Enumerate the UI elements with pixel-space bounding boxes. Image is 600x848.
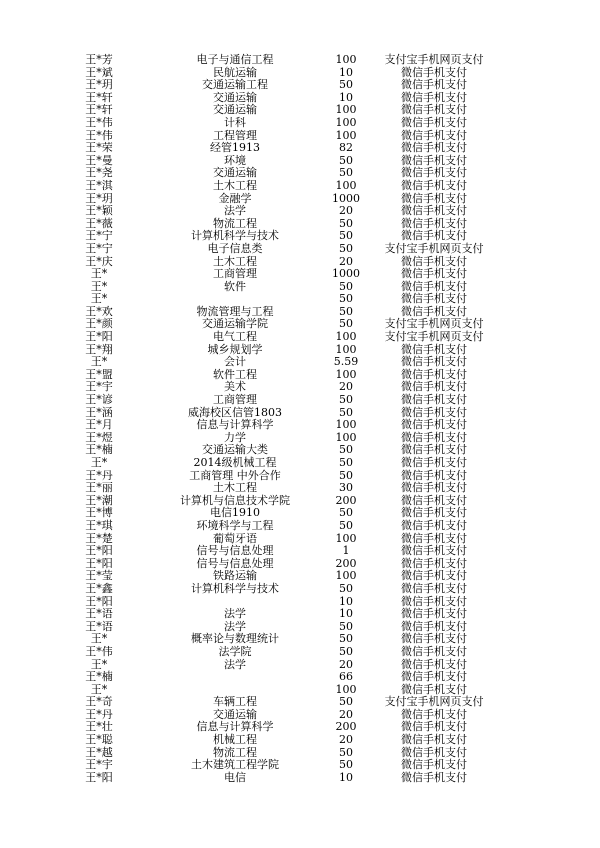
payment-method-cell: 微信手机支付 — [401, 267, 467, 281]
donor-name-cell: 王*荣 — [85, 141, 113, 155]
amount-cell: 100 — [335, 178, 357, 192]
amount-cell: 50 — [339, 518, 353, 532]
department-cell: 威海校区信管1803 — [188, 405, 282, 419]
table-row — [0, 734, 600, 747]
donor-name-cell: 王*斌 — [85, 65, 113, 79]
department-cell: 民航运输 — [213, 65, 257, 79]
department-cell: 法学 — [224, 657, 246, 671]
donor-name-cell: 王*奇 — [85, 695, 113, 709]
donor-name-cell: 王*楚 — [85, 531, 113, 545]
donor-name-cell: 王*谚 — [85, 393, 113, 407]
payment-method-cell: 微信手机支付 — [401, 506, 467, 520]
payment-method-cell: 微信手机支付 — [401, 418, 467, 432]
payment-method-cell: 微信手机支付 — [401, 531, 467, 545]
amount-cell: 50 — [339, 468, 353, 482]
amount-cell: 50 — [339, 304, 353, 318]
amount-cell: 50 — [339, 443, 353, 457]
department-cell: 法学院 — [218, 644, 252, 658]
payment-method-cell: 微信手机支付 — [401, 720, 467, 734]
amount-cell: 50 — [339, 506, 353, 520]
donor-name-cell: 王*玥 — [85, 78, 113, 92]
amount-cell: 50 — [339, 317, 353, 331]
amount-cell: 100 — [335, 342, 357, 356]
donor-name-cell: 王*宇 — [85, 380, 113, 394]
amount-cell: 20 — [339, 254, 353, 268]
amount-cell: 200 — [335, 556, 357, 570]
department-cell: 工程管理 — [213, 128, 257, 142]
department-cell: 交通运输 — [213, 103, 257, 117]
donor-name-cell: 王*越 — [85, 745, 113, 759]
amount-cell: 66 — [339, 670, 353, 684]
amount-cell: 1 — [342, 544, 350, 558]
payment-method-cell: 微信手机支付 — [401, 115, 467, 129]
payment-method-cell: 微信手机支付 — [401, 204, 467, 218]
payment-method-cell: 微信手机支付 — [401, 518, 467, 532]
department-cell: 法学 — [224, 619, 246, 633]
amount-cell: 50 — [339, 166, 353, 180]
table-row — [0, 671, 600, 684]
donor-name-cell: 王*曼 — [85, 153, 113, 167]
donor-name-cell: 王*煜 — [85, 430, 113, 444]
donor-name-cell: 王*轩 — [85, 103, 113, 117]
amount-cell: 1000 — [332, 267, 360, 281]
donor-name-cell: 王*丹 — [85, 468, 113, 482]
table-row — [0, 457, 600, 470]
donor-name-cell: 王*伟 — [85, 644, 113, 658]
department-cell: 土木工程 — [213, 481, 257, 495]
department-cell: 交通运输学院 — [202, 317, 268, 331]
donor-name-cell: 王*阳 — [85, 544, 113, 558]
donor-name-cell: 王*琪 — [85, 518, 113, 532]
amount-cell: 82 — [339, 141, 353, 155]
donor-name-cell: 王* — [90, 267, 108, 281]
payment-method-cell: 微信手机支付 — [401, 456, 467, 469]
donor-name-cell: 王*颖 — [85, 204, 113, 218]
payment-method-cell: 微信手机支付 — [401, 644, 467, 658]
amount-cell: 200 — [335, 720, 357, 734]
payment-method-cell: 支付宝手机网页支付 — [384, 53, 484, 66]
department-cell: 信息与计算科学 — [196, 418, 274, 432]
department-cell: 环境 — [224, 153, 246, 167]
department-cell: 机械工程 — [213, 733, 257, 747]
donor-name-cell: 王* — [90, 682, 108, 696]
amount-cell: 100 — [335, 103, 357, 117]
amount-cell: 50 — [339, 229, 353, 243]
payment-method-cell: 微信手机支付 — [401, 657, 467, 671]
amount-cell: 20 — [339, 380, 353, 394]
amount-cell: 50 — [339, 241, 353, 255]
department-cell: 信号与信息处理 — [196, 556, 274, 570]
donor-name-cell: 王*阳 — [85, 556, 113, 570]
department-cell: 工商管理 中外合作 — [189, 468, 281, 482]
payment-method-cell: 微信手机支付 — [401, 544, 467, 558]
table-row — [0, 759, 600, 772]
donor-name-cell: 王*壮 — [85, 720, 113, 734]
donor-name-cell: 王*伟 — [85, 115, 113, 129]
payment-method-cell: 微信手机支付 — [401, 90, 467, 104]
donor-name-cell: 王* — [90, 292, 108, 306]
department-cell: 信息与计算科学 — [196, 720, 274, 734]
department-cell: 电信 — [224, 770, 246, 784]
department-cell: 环境科学与工程 — [196, 518, 274, 532]
department-cell: 电气工程 — [213, 330, 257, 344]
donor-name-cell: 王*轩 — [85, 90, 113, 104]
table-row — [0, 608, 600, 621]
payment-method-cell: 微信手机支付 — [401, 468, 467, 482]
table-row — [0, 696, 600, 709]
payment-method-cell: 微信手机支付 — [401, 393, 467, 407]
amount-cell: 100 — [335, 682, 357, 696]
amount-cell: 50 — [339, 581, 353, 595]
table-row — [0, 54, 600, 67]
donor-name-cell: 王*语 — [85, 619, 113, 633]
amount-cell: 50 — [339, 292, 353, 306]
table-row — [0, 205, 600, 218]
donor-name-cell: 王*潮 — [85, 493, 113, 507]
department-cell: 计算机与信息技术学院 — [180, 493, 290, 507]
amount-cell: 50 — [339, 153, 353, 167]
payment-method-cell: 微信手机支付 — [401, 556, 467, 570]
department-cell: 城乡规划学 — [207, 342, 263, 356]
payment-method-cell: 微信手机支付 — [401, 632, 467, 646]
payment-method-cell: 微信手机支付 — [401, 355, 467, 369]
department-cell: 土木工程 — [213, 254, 257, 268]
table-row — [0, 281, 600, 294]
amount-cell: 10 — [339, 770, 353, 784]
table-row — [0, 394, 600, 407]
payment-method-cell: 微信手机支付 — [401, 141, 467, 155]
payment-method-cell: 微信手机支付 — [401, 191, 467, 205]
amount-cell: 10 — [339, 90, 353, 104]
amount-cell: 50 — [339, 745, 353, 759]
department-cell: 交通运输工程 — [202, 78, 268, 92]
amount-cell: 30 — [339, 481, 353, 495]
table-row — [0, 268, 600, 281]
table-row — [0, 545, 600, 558]
amount-cell: 50 — [339, 78, 353, 92]
department-cell: 交通运输 — [213, 166, 257, 180]
donor-name-cell: 王*庆 — [85, 254, 113, 268]
table-row — [0, 331, 600, 344]
amount-cell: 50 — [339, 456, 353, 469]
payment-method-cell: 微信手机支付 — [401, 707, 467, 721]
donor-name-cell: 王*莹 — [85, 569, 113, 583]
payment-method-cell: 微信手机支付 — [401, 178, 467, 192]
department-cell: 计算机科学与技术 — [191, 229, 279, 243]
payment-method-cell: 微信手机支付 — [401, 733, 467, 747]
amount-cell: 20 — [339, 204, 353, 218]
table-row — [0, 621, 600, 634]
department-cell: 工商管理 — [213, 267, 257, 281]
donor-name-cell: 王*欢 — [85, 304, 113, 318]
donor-name-cell: 王*薇 — [85, 216, 113, 230]
donor-name-cell: 王*楠 — [85, 443, 113, 457]
donor-name-cell: 王*阳 — [85, 770, 113, 784]
donor-name-cell: 王*颜 — [85, 317, 113, 331]
table-row — [0, 79, 600, 92]
amount-cell: 50 — [339, 619, 353, 633]
payment-method-cell: 微信手机支付 — [401, 65, 467, 79]
table-row — [0, 243, 600, 256]
payment-method-cell: 支付宝手机网页支付 — [384, 695, 484, 709]
payment-method-cell: 微信手机支付 — [401, 78, 467, 92]
donor-name-cell: 王*宁 — [85, 241, 113, 255]
payment-method-cell: 微信手机支付 — [401, 581, 467, 595]
payment-method-cell: 微信手机支付 — [401, 443, 467, 457]
donor-name-cell: 王*伟 — [85, 128, 113, 142]
department-cell: 物流工程 — [213, 745, 257, 759]
payment-method-cell: 微信手机支付 — [401, 304, 467, 318]
donor-name-cell: 王*阳 — [85, 594, 113, 608]
department-cell: 信号与信息处理 — [196, 544, 274, 558]
department-cell: 2014级机械工程 — [193, 456, 277, 469]
amount-cell: 100 — [335, 430, 357, 444]
department-cell: 会计 — [224, 355, 246, 369]
donor-name-cell: 王* — [90, 456, 108, 469]
table-row — [0, 482, 600, 495]
amount-cell: 50 — [339, 279, 353, 293]
amount-cell: 50 — [339, 695, 353, 709]
donor-name-cell: 王*玥 — [85, 191, 113, 205]
donor-name-cell: 王* — [90, 279, 108, 293]
payment-method-cell: 支付宝手机网页支付 — [384, 330, 484, 344]
payment-method-cell: 微信手机支付 — [401, 380, 467, 394]
payment-method-cell: 微信手机支付 — [401, 279, 467, 293]
payment-method-cell: 微信手机支付 — [401, 292, 467, 306]
donor-name-cell: 王*丹 — [85, 707, 113, 721]
table-row — [0, 646, 600, 659]
payment-method-cell: 微信手机支付 — [401, 103, 467, 117]
table-row — [0, 344, 600, 357]
donor-name-cell: 王*博 — [85, 506, 113, 520]
table-row — [0, 256, 600, 269]
department-cell: 交通运输 — [213, 707, 257, 721]
amount-cell: 100 — [335, 330, 357, 344]
payment-method-cell: 微信手机支付 — [401, 594, 467, 608]
amount-cell: 100 — [335, 115, 357, 129]
payment-method-cell: 微信手机支付 — [401, 405, 467, 419]
donor-name-cell: 王*涵 — [85, 405, 113, 419]
amount-cell: 100 — [335, 53, 357, 66]
donor-name-cell: 王*月 — [85, 418, 113, 432]
department-cell: 法学 — [224, 607, 246, 621]
payment-method-cell: 微信手机支付 — [401, 216, 467, 230]
department-cell: 软件工程 — [213, 367, 257, 381]
department-cell: 计算机科学与技术 — [191, 581, 279, 595]
amount-cell: 20 — [339, 707, 353, 721]
table-row — [0, 356, 600, 369]
amount-cell: 100 — [335, 531, 357, 545]
department-cell: 法学 — [224, 204, 246, 218]
department-cell: 交通运输 — [213, 90, 257, 104]
donor-name-cell: 王*宇 — [85, 758, 113, 772]
table-row — [0, 142, 600, 155]
department-cell: 土木建筑工程学院 — [191, 758, 279, 772]
amount-cell: 200 — [335, 493, 357, 507]
department-cell: 计科 — [224, 115, 246, 129]
department-cell: 电子与通信工程 — [196, 53, 274, 66]
department-cell: 力学 — [224, 430, 246, 444]
donor-name-cell: 王*楠 — [85, 670, 113, 684]
payment-method-cell: 微信手机支付 — [401, 128, 467, 142]
donor-name-cell: 王*尧 — [85, 166, 113, 180]
donor-name-cell: 王*阳 — [85, 330, 113, 344]
amount-cell: 1000 — [332, 191, 360, 205]
department-cell: 美术 — [224, 380, 246, 394]
department-cell: 物流管理与工程 — [196, 304, 274, 318]
payment-method-cell: 微信手机支付 — [401, 166, 467, 180]
donor-name-cell: 王*宁 — [85, 229, 113, 243]
amount-cell: 10 — [339, 607, 353, 621]
department-cell: 土木工程 — [213, 178, 257, 192]
department-cell: 交通运输大类 — [202, 443, 268, 457]
department-cell: 软件 — [224, 279, 246, 293]
department-cell: 电子信息类 — [207, 241, 263, 255]
payment-method-cell: 微信手机支付 — [401, 770, 467, 784]
donor-name-cell: 王*丽 — [85, 481, 113, 495]
table-row — [0, 583, 600, 596]
donor-name-cell: 王*芳 — [85, 53, 113, 66]
payment-method-cell: 微信手机支付 — [401, 619, 467, 633]
amount-cell: 100 — [335, 367, 357, 381]
payment-method-cell: 微信手机支付 — [401, 607, 467, 621]
payment-method-cell: 微信手机支付 — [401, 481, 467, 495]
payment-method-cell: 微信手机支付 — [401, 493, 467, 507]
department-cell: 经管1913 — [210, 141, 260, 155]
donor-name-cell: 王* — [90, 632, 108, 646]
amount-cell: 50 — [339, 393, 353, 407]
donor-name-cell: 王* — [90, 355, 108, 369]
payment-method-cell: 微信手机支付 — [401, 745, 467, 759]
payment-method-cell: 微信手机支付 — [401, 430, 467, 444]
donor-name-cell: 王*盟 — [85, 367, 113, 381]
donor-name-cell: 王*淇 — [85, 178, 113, 192]
amount-cell: 10 — [339, 65, 353, 79]
payment-method-cell: 支付宝手机网页支付 — [384, 317, 484, 331]
table-row — [0, 293, 600, 306]
table-row — [0, 180, 600, 193]
table-row — [0, 117, 600, 130]
department-cell: 葡萄牙语 — [213, 531, 257, 545]
donor-name-cell: 王*语 — [85, 607, 113, 621]
amount-cell: 50 — [339, 632, 353, 646]
amount-cell: 50 — [339, 644, 353, 658]
payment-method-cell: 微信手机支付 — [401, 153, 467, 167]
amount-cell: 50 — [339, 758, 353, 772]
amount-cell: 20 — [339, 733, 353, 747]
payment-method-cell: 支付宝手机网页支付 — [384, 241, 484, 255]
payment-method-cell: 微信手机支付 — [401, 254, 467, 268]
payment-method-cell: 微信手机支付 — [401, 670, 467, 684]
table-row — [0, 444, 600, 457]
amount-cell: 100 — [335, 418, 357, 432]
table-row — [0, 520, 600, 533]
payment-method-cell: 微信手机支付 — [401, 367, 467, 381]
amount-cell: 10 — [339, 594, 353, 608]
payment-method-cell: 微信手机支付 — [401, 342, 467, 356]
department-cell: 工商管理 — [213, 393, 257, 407]
department-cell: 铁路运输 — [213, 569, 257, 583]
payment-method-cell: 微信手机支付 — [401, 229, 467, 243]
donation-table — [0, 54, 600, 784]
table-row — [0, 419, 600, 432]
donor-name-cell: 王*聪 — [85, 733, 113, 747]
amount-cell: 50 — [339, 216, 353, 230]
department-cell: 概率论与数理统计 — [191, 632, 279, 646]
amount-cell: 5.59 — [333, 355, 359, 369]
payment-method-cell: 微信手机支付 — [401, 569, 467, 583]
amount-cell: 100 — [335, 128, 357, 142]
donor-name-cell: 王* — [90, 657, 108, 671]
amount-cell: 100 — [335, 569, 357, 583]
department-cell: 金融学 — [218, 191, 252, 205]
department-cell: 车辆工程 — [213, 695, 257, 709]
donor-name-cell: 王*翔 — [85, 342, 113, 356]
amount-cell: 20 — [339, 657, 353, 671]
donor-name-cell: 王*鑫 — [85, 581, 113, 595]
amount-cell: 50 — [339, 405, 353, 419]
payment-method-cell: 微信手机支付 — [401, 758, 467, 772]
payment-method-cell: 微信手机支付 — [401, 682, 467, 696]
table-row — [0, 772, 600, 785]
department-cell: 物流工程 — [213, 216, 257, 230]
department-cell: 电信1910 — [210, 506, 260, 520]
